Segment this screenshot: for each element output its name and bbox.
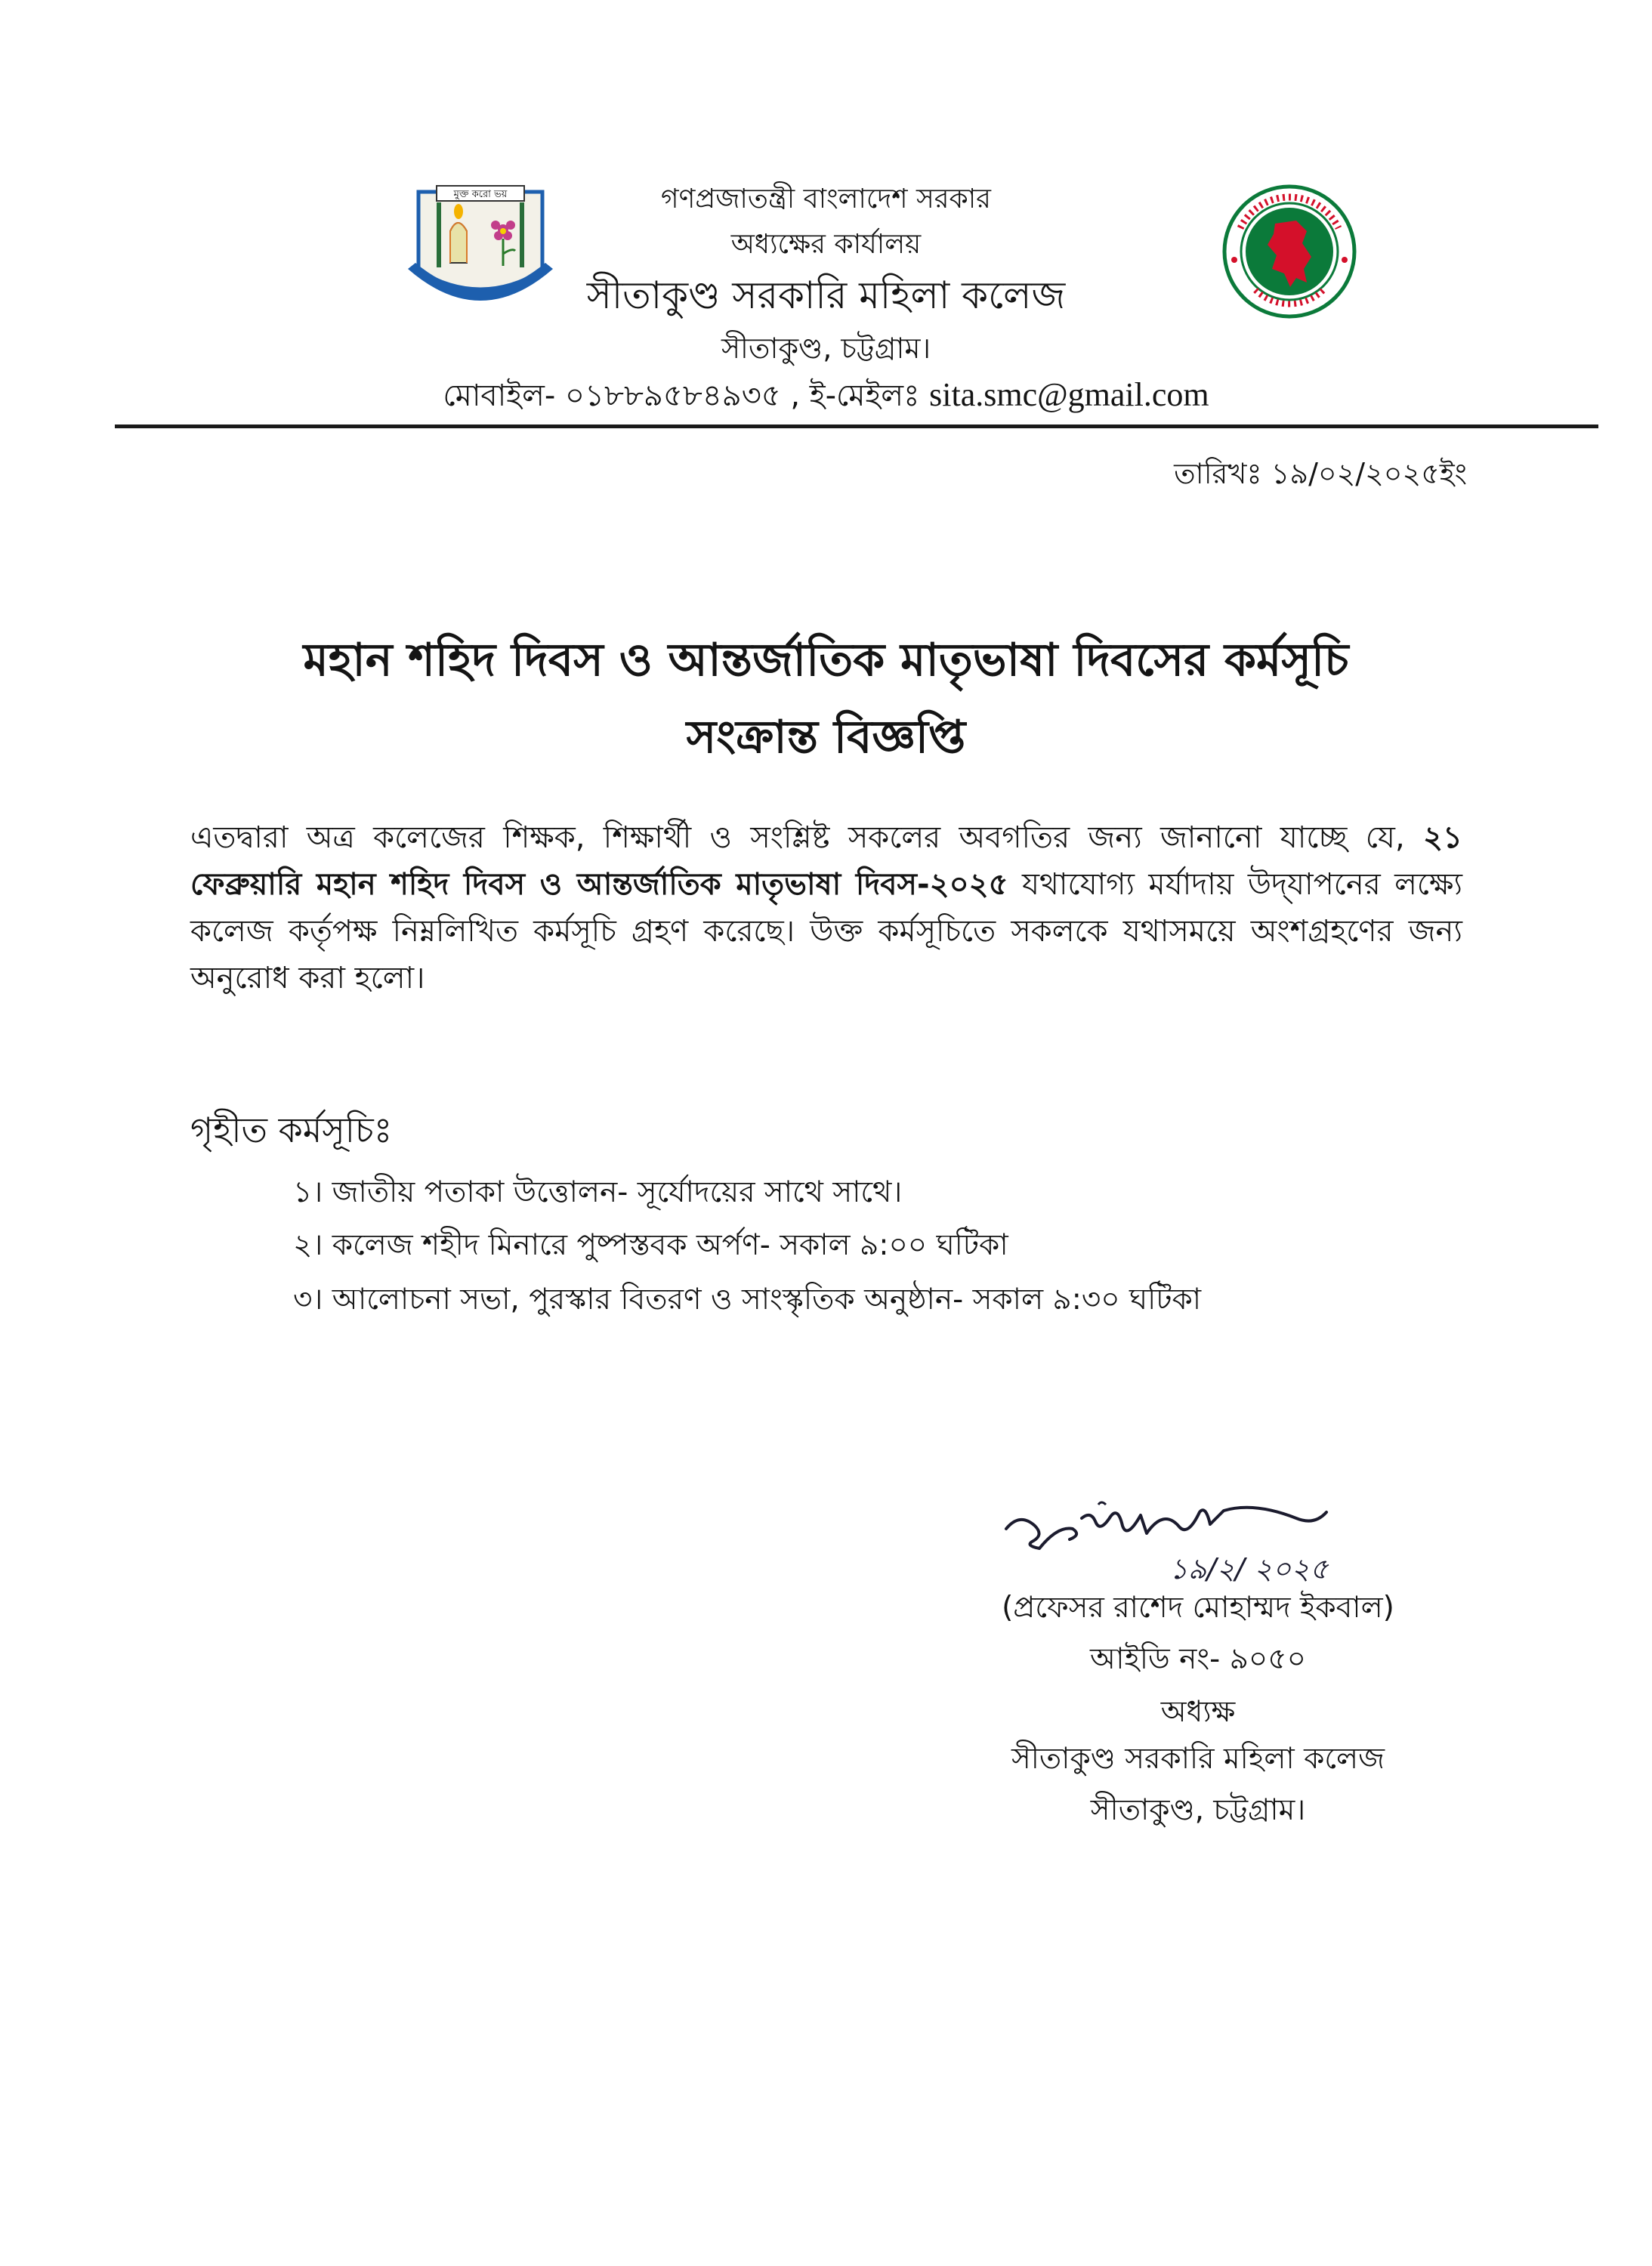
body-text-1: এতদ্বারা অত্র কলেজের শিক্ষক, শিক্ষার্থী ও সংশ্লিষ্ট সকলের অবগতির জন্য জানানো যাচ্ছে যে, xyxy=(190,820,1424,855)
signatory-location: সীতাকুণ্ড, চট্টগ্রাম। xyxy=(1090,1793,1306,1827)
programme-item: ৩। আলোচনা সভা, পুরস্কার বিতরণ ও সাংস্কৃতিক অনুষ্ঠান- সকাল ৯:৩০ ঘটিকা xyxy=(293,1283,1202,1317)
email-address: sita.smc@gmail.com xyxy=(929,376,1209,413)
office-name: অধ্যক্ষের কার্যালয় xyxy=(730,229,922,260)
government-name: গণপ্রজাতন্ত্রী বাংলাদেশ সরকার xyxy=(660,184,991,215)
notice-title-line2: সংক্রান্ত বিজ্ঞপ্তি xyxy=(686,711,966,764)
body-text-event: ২১ ফেব্রুয়ারি মহান শহিদ দিবস ও আন্তর্জাতিক মাতৃভাষা দিবস-২০২৫ xyxy=(190,820,1462,902)
header-divider xyxy=(115,424,1598,428)
programme-heading: গৃহীত কর্মসূচিঃ xyxy=(190,1110,393,1150)
handwritten-signature xyxy=(997,1496,1390,1586)
programme-item: ১। জাতীয় পতাকা উত্তোলন- সূর্যোদয়ের সাথে সাথে। xyxy=(293,1175,903,1209)
notice-title: মহান শহিদ দিবস ও আন্তর্জাতিক মাতৃভাষা দিবসের কর্মসূচি xyxy=(303,634,1349,687)
college-location: সীতাকুণ্ড, চট্টগ্রাম। xyxy=(721,332,931,365)
notice-date: তারিখঃ ১৯/০২/২০২৫ইং xyxy=(1174,457,1467,490)
programme-item: ২। কলেজ শহীদ মিনারে পুষ্পস্তবক অর্পণ- সকাল ৯:০০ ঘটিকা xyxy=(293,1228,1008,1262)
signature-date: ১৯/২/ ২০২৫ xyxy=(1169,1552,1329,1585)
svg-text:মুক্ত করো ভয়: মুক্ত করো ভয় xyxy=(453,189,508,200)
mobile-label: মোবাইল- ০১৮৮৯৫৮৪৯৩৫ , ই-মেইলঃ xyxy=(443,378,930,413)
signatory-designation: অধ্যক্ষ xyxy=(1160,1695,1236,1729)
contact-line xyxy=(0,372,1652,422)
signatory-id: আইডি নং- ৯০৫০ xyxy=(1090,1642,1306,1676)
signatory-college: সীতাকুণ্ড সরকারি মহিলা কলেজ xyxy=(1011,1742,1385,1776)
notice-body xyxy=(190,814,1462,1002)
body-text-2: যথাযোগ্য মর্যাদায় উদ্‌যাপনের লক্ষ্যে কলেজ কর্তৃপক্ষ নিম্নলিখিত কর্মসূচি গ্রহণ করেছে। উক্ত কর্মসূচিতে সকলকে যথাসময়ে অংশগ্রহণের জন্য অনুরোধ করা হলো। xyxy=(190,867,1463,996)
college-name: সীতাকুণ্ড সরকারি মহিলা কলেজ xyxy=(586,273,1066,317)
signatory-name: (প্রফেসর রাশেদ মোহাম্মদ ইকবাল) xyxy=(1002,1591,1394,1625)
